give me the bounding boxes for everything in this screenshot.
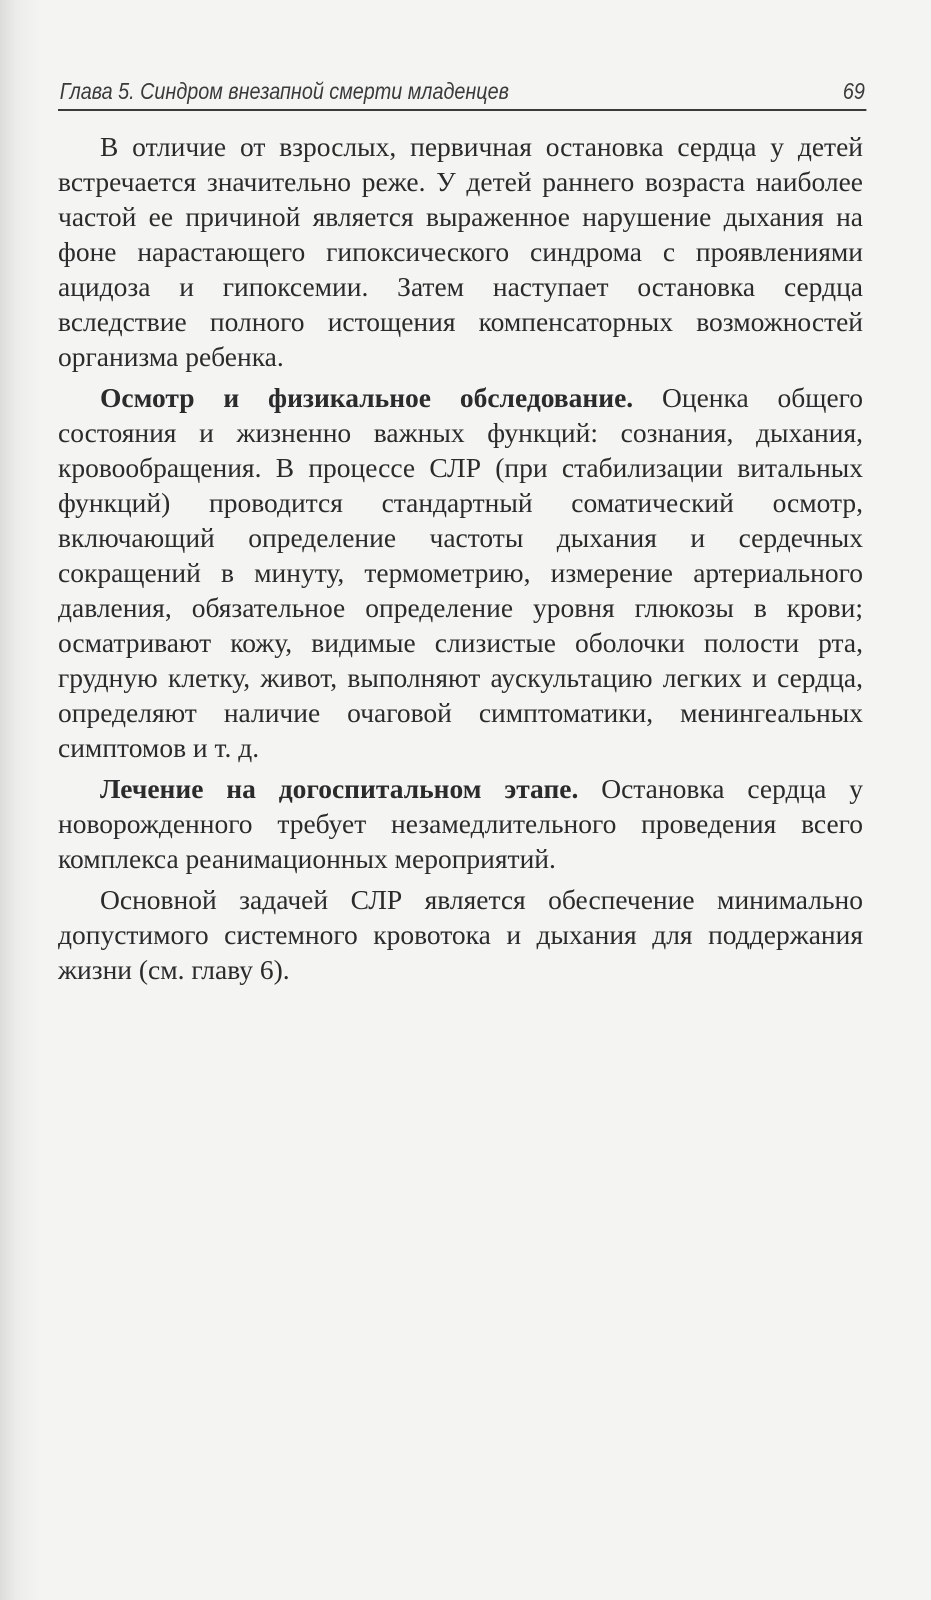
- paragraph-lead: Лечение на догоспитальном этапе.: [100, 773, 579, 804]
- page-number: 69: [842, 78, 865, 104]
- paragraph-text: Оценка общего состояния и жизненно важных функций: сознания, дыхания, кровообращения. В процессе СЛР (при стабилизации витальных функций) проводится стандартный соматический осмотр, включающий определение частоты дыхания и сердечных сокращений в минуту, термометрию, измерение артериального давления, обязательное определение уровня глюкозы в крови; осматривают кожу, видимые слизистые оболочки полости рта, грудную клетку, живот, выполняют аускультацию легких и сердца, определяют наличие очаговой симптоматики, менингеальных симптомов и т. д.: [58, 382, 863, 763]
- page-edge-shadow: [0, 0, 40, 1600]
- running-header: [58, 78, 867, 111]
- paragraph-goal: [58, 882, 863, 987]
- paragraph-text: Остановка сердца у новорожденного требует незамедлительного проведения всего комплекса реанимационных мероприятий.: [58, 773, 863, 874]
- paragraph-treatment: [58, 771, 863, 876]
- body-text: [58, 129, 863, 987]
- paragraph-lead: Осмотр и физикальное обследование.: [100, 382, 634, 413]
- paragraph-intro: [58, 129, 863, 374]
- paragraph-examination: [58, 380, 863, 765]
- paragraph-text: Основной задачей СЛР является обеспечение минимально допустимого системного кровотока и дыхания для поддержания жизни (см. главу 6).: [58, 884, 863, 985]
- book-page: [58, 78, 863, 987]
- chapter-title: Глава 5. Синдром внезапной смерти младенцев: [59, 78, 509, 104]
- paragraph-text: В отличие от взрослых, первичная остановка сердца у детей встречается значительно реже. У детей раннего возраста наиболее частой ее причиной является выраженное нарушение дыхания на фоне нарастающего гипоксического синдрома с проявлениями ацидоза и гипоксемии. Затем наступает остановка сердца вследствие полного истощения компенсаторных возможностей организма ребенка.: [58, 131, 863, 372]
